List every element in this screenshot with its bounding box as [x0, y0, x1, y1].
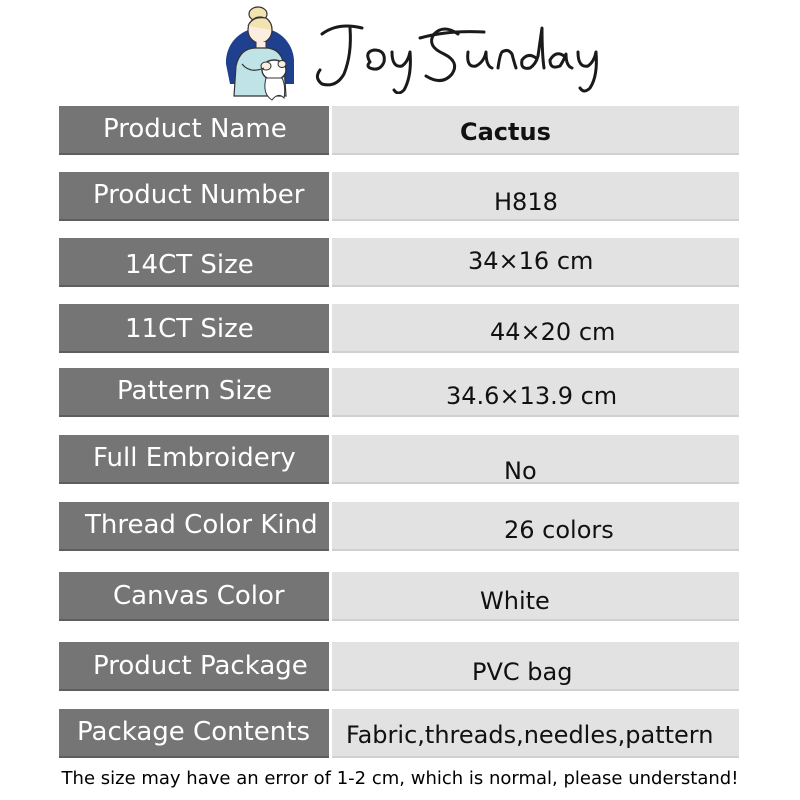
spec-label: Full Embroidery — [93, 443, 296, 473]
spec-value-cell — [332, 238, 739, 287]
spec-row-thread-color-kind — [59, 502, 739, 551]
spec-label: 14CT Size — [125, 250, 254, 280]
spec-row-full-embroidery — [59, 435, 739, 484]
spec-label: 11CT Size — [125, 314, 254, 344]
spec-value-cell — [332, 642, 739, 691]
spec-label-cell — [59, 304, 329, 353]
spec-label: Package Contents — [77, 717, 310, 747]
spec-label-cell — [59, 368, 329, 417]
spec-value: 34.6×13.9 cm — [446, 382, 618, 410]
spec-value-cell — [332, 304, 739, 353]
spec-value: 34×16 cm — [468, 247, 594, 275]
spec-label: Product Name — [103, 114, 287, 144]
spec-value-cell — [332, 709, 739, 758]
spec-value-cell — [332, 172, 739, 221]
spec-label: Product Package — [93, 651, 308, 681]
spec-row-canvas-color — [59, 572, 739, 621]
spec-label-cell — [59, 172, 329, 221]
size-disclaimer-note: The size may have an error of 1-2 cm, which is normal, please understand! — [61, 768, 739, 789]
spec-value: White — [480, 587, 550, 615]
spec-label: Thread Color Kind — [85, 510, 318, 540]
spec-label-cell — [59, 435, 329, 484]
spec-value: Cactus — [460, 118, 551, 146]
spec-value: 44×20 cm — [490, 318, 616, 346]
spec-value-cell — [332, 572, 739, 621]
spec-label-cell — [59, 709, 329, 758]
spec-value-cell — [332, 106, 739, 155]
spec-row-package-contents — [59, 709, 739, 758]
spec-label-cell — [59, 572, 329, 621]
spec-value: Fabric,threads,needles,pattern — [346, 721, 714, 749]
spec-row-11ct-size — [59, 304, 739, 353]
spec-value-cell — [332, 368, 739, 417]
spec-label: Product Number — [93, 180, 305, 210]
spec-label: Pattern Size — [117, 376, 273, 406]
spec-value-cell — [332, 435, 739, 484]
spec-label-cell — [59, 106, 329, 155]
spec-label: Canvas Color — [113, 581, 285, 611]
spec-value-cell — [332, 502, 739, 551]
spec-value: PVC bag — [472, 658, 573, 686]
spec-value: H818 — [494, 188, 558, 216]
spec-label-cell — [59, 502, 329, 551]
spec-label-cell — [59, 238, 329, 287]
spec-row-product-package — [59, 642, 739, 691]
spec-row-14ct-size — [59, 238, 739, 287]
spec-value: 26 colors — [504, 516, 614, 544]
spec-row-pattern-size — [59, 368, 739, 417]
spec-label-cell — [59, 642, 329, 691]
spec-value: No — [504, 457, 537, 485]
spec-row-product-number — [59, 172, 739, 221]
spec-row-product-name — [59, 106, 739, 155]
